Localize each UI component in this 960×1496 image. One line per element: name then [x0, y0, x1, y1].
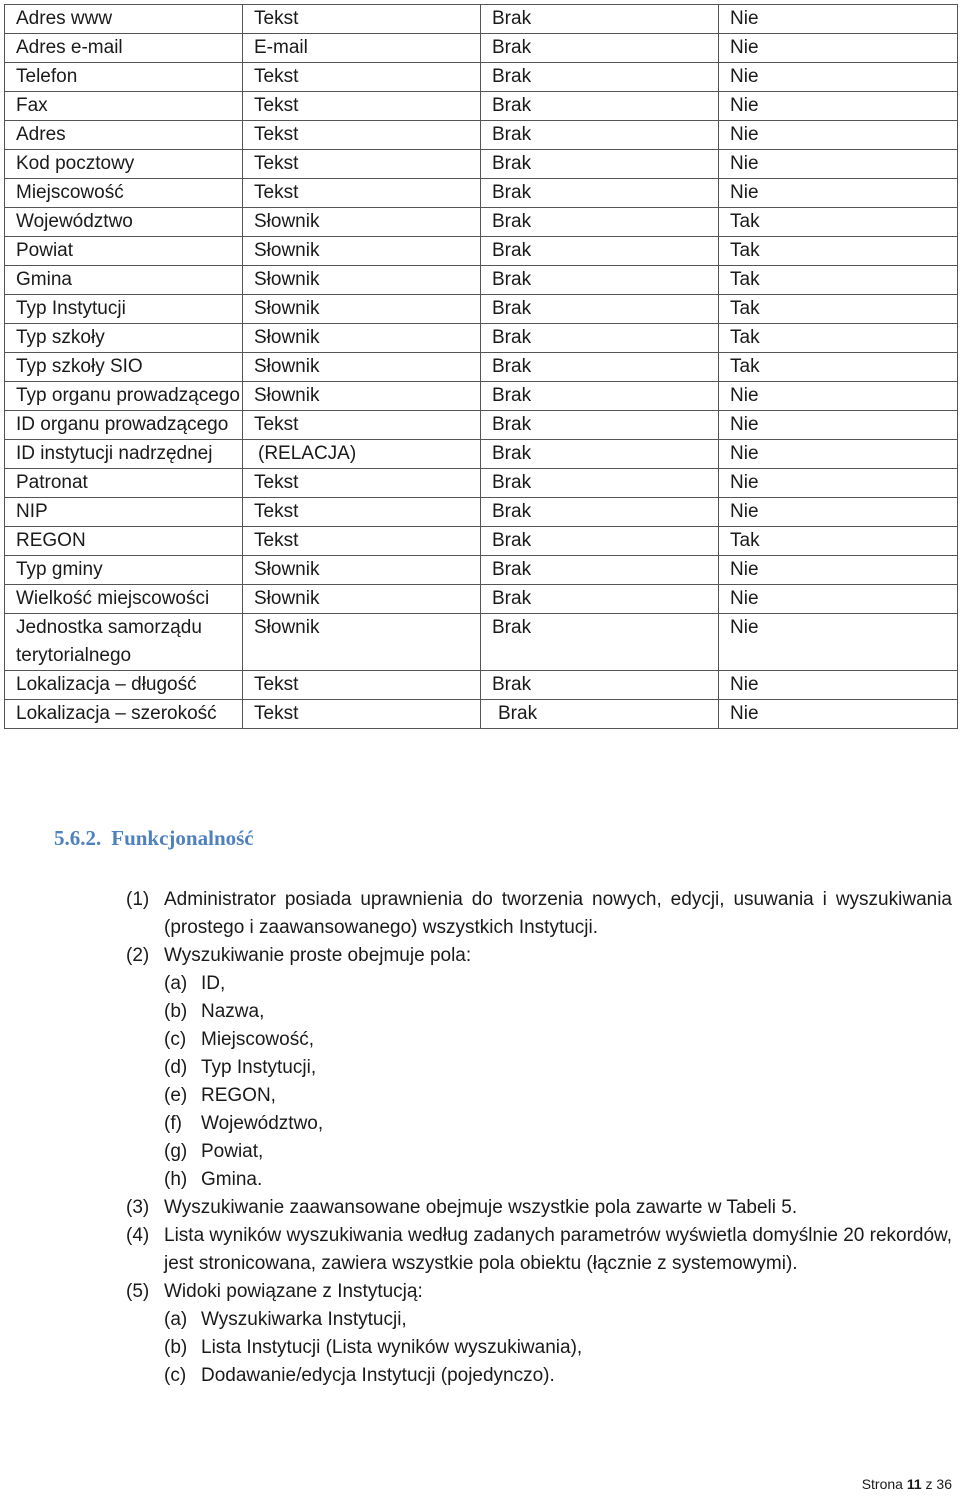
field-default-cell: Brak	[481, 208, 719, 237]
table-row	[5, 179, 958, 208]
list-item	[126, 1278, 952, 1306]
field-required-cell: Nie	[719, 63, 958, 92]
field-type-cell: Słownik	[243, 614, 481, 671]
field-type-cell: Słownik	[243, 324, 481, 353]
field-name-cell: Typ organu prowadzącego	[5, 382, 243, 411]
field-default-cell: Brak	[481, 469, 719, 498]
field-default-cell: Brak	[481, 382, 719, 411]
list-item-marker: (5)	[126, 1281, 150, 1302]
sub-list-item-text: Województwo,	[201, 1113, 324, 1134]
field-type-cell: Słownik	[243, 208, 481, 237]
sub-list-item-text: Wyszukiwarka Instytucji,	[201, 1309, 407, 1330]
sub-list-item	[164, 970, 952, 998]
requirements-list	[126, 886, 952, 1390]
table-row	[5, 295, 958, 324]
sub-list-item-text: Lista Instytucji (Lista wyników wyszukiwania),	[201, 1337, 583, 1358]
field-type-cell: (RELACJA)	[243, 440, 481, 469]
field-required-cell: Tak	[719, 527, 958, 556]
field-type-cell: Słownik	[243, 295, 481, 324]
field-default-cell: Brak	[481, 556, 719, 585]
sub-list-item-marker: (h)	[164, 1169, 188, 1190]
field-default-cell: Brak	[481, 179, 719, 208]
field-name-cell: Typ szkoły	[5, 324, 243, 353]
field-default-cell: Brak	[481, 671, 719, 700]
field-default-cell: Brak	[481, 5, 719, 34]
table-row	[5, 324, 958, 353]
field-default-cell: Brak	[481, 92, 719, 121]
sub-list-item-marker: (c)	[164, 1365, 187, 1386]
section-heading	[54, 826, 254, 851]
field-name-cell: Typ szkoły SIO	[5, 353, 243, 382]
field-required-cell: Nie	[719, 382, 958, 411]
footer-total-pages: 36	[936, 1476, 952, 1492]
table-row	[5, 121, 958, 150]
section-number: 5.6.2.	[54, 826, 102, 850]
sub-list-item-marker: (e)	[164, 1085, 188, 1106]
sub-list-item-text: Dodawanie/edycja Instytucji (pojedynczo).	[201, 1365, 555, 1386]
field-name-cell: REGON	[5, 527, 243, 556]
field-name-cell: Gmina	[5, 266, 243, 295]
field-type-cell: Słownik	[243, 353, 481, 382]
table-row	[5, 208, 958, 237]
page-footer	[862, 1476, 952, 1492]
sub-list-item	[164, 1026, 952, 1054]
table-row	[5, 614, 958, 671]
list-item-marker: (1)	[126, 889, 150, 910]
sub-list-item-marker: (a)	[164, 973, 188, 994]
list-item-marker: (4)	[126, 1225, 150, 1246]
table-row	[5, 237, 958, 266]
field-type-cell: Tekst	[243, 121, 481, 150]
field-name-cell: Powiat	[5, 237, 243, 266]
field-type-cell: Tekst	[243, 498, 481, 527]
field-type-cell: Słownik	[243, 556, 481, 585]
field-default-cell: Brak	[481, 266, 719, 295]
sub-list-item-marker: (a)	[164, 1309, 188, 1330]
field-default-cell: Brak	[481, 121, 719, 150]
table-row	[5, 527, 958, 556]
sub-list-item	[164, 1138, 952, 1166]
table-row	[5, 440, 958, 469]
table-row	[5, 150, 958, 179]
sub-list-item	[164, 1334, 952, 1362]
field-type-cell: Tekst	[243, 700, 481, 729]
sub-list-item	[164, 1110, 952, 1138]
table-row	[5, 556, 958, 585]
field-name-cell: Wielkość miejscowości	[5, 585, 243, 614]
field-default-cell: Brak	[481, 700, 719, 729]
field-name-cell: Typ Instytucji	[5, 295, 243, 324]
field-default-cell: Brak	[481, 353, 719, 382]
sub-list-item-marker: (f)	[164, 1113, 182, 1134]
table-row	[5, 498, 958, 527]
table-row	[5, 63, 958, 92]
table-row	[5, 266, 958, 295]
field-default-cell: Brak	[481, 150, 719, 179]
footer-separator: z	[925, 1476, 933, 1492]
field-type-cell: Słownik	[243, 382, 481, 411]
sub-list-item-text: ID,	[201, 973, 226, 994]
field-default-cell: Brak	[481, 498, 719, 527]
field-default-cell: Brak	[481, 237, 719, 266]
section-title: Funkcjonalność	[111, 826, 254, 850]
field-required-cell: Nie	[719, 700, 958, 729]
field-name-cell: Patronat	[5, 469, 243, 498]
table-row	[5, 469, 958, 498]
table-row	[5, 585, 958, 614]
field-required-cell: Nie	[719, 92, 958, 121]
field-type-cell: Tekst	[243, 92, 481, 121]
sub-list-item-marker: (b)	[164, 1337, 188, 1358]
sub-list-item-marker: (b)	[164, 1001, 188, 1022]
field-name-cell: Miejscowość	[5, 179, 243, 208]
field-type-cell: Tekst	[243, 179, 481, 208]
table-row	[5, 411, 958, 440]
field-required-cell: Tak	[719, 208, 958, 237]
field-default-cell: Brak	[481, 295, 719, 324]
field-required-cell: Nie	[719, 411, 958, 440]
field-type-cell: Tekst	[243, 671, 481, 700]
table-row	[5, 34, 958, 63]
sub-list-item-text: Powiat,	[201, 1141, 264, 1162]
sub-list-item-text: Miejscowość,	[201, 1029, 314, 1050]
sub-list-item-text: REGON,	[201, 1085, 276, 1106]
field-default-cell: Brak	[481, 440, 719, 469]
field-required-cell: Tak	[719, 353, 958, 382]
field-name-cell: Lokalizacja – szerokość	[5, 700, 243, 729]
field-default-cell: Brak	[481, 614, 719, 671]
field-required-cell: Nie	[719, 585, 958, 614]
field-required-cell: Nie	[719, 121, 958, 150]
field-name-cell: NIP	[5, 498, 243, 527]
table-row	[5, 5, 958, 34]
field-required-cell: Nie	[719, 179, 958, 208]
field-required-cell: Nie	[719, 150, 958, 179]
sub-list-item-marker: (g)	[164, 1141, 188, 1162]
field-type-cell: Tekst	[243, 411, 481, 440]
field-name-cell: Województwo	[5, 208, 243, 237]
table-row	[5, 671, 958, 700]
field-name-cell: ID instytucji nadrzędnej	[5, 440, 243, 469]
field-name-cell: ID organu prowadzącego	[5, 411, 243, 440]
field-type-cell: E-mail	[243, 34, 481, 63]
sub-list-item	[164, 1082, 952, 1110]
field-default-cell: Brak	[481, 63, 719, 92]
field-type-cell: Tekst	[243, 150, 481, 179]
field-name-cell: Adres	[5, 121, 243, 150]
field-required-cell: Tak	[719, 237, 958, 266]
sub-list-item	[164, 998, 952, 1026]
field-type-cell: Tekst	[243, 527, 481, 556]
field-required-cell: Nie	[719, 556, 958, 585]
list-item	[126, 886, 952, 942]
field-required-cell: Tak	[719, 324, 958, 353]
field-name-cell: Fax	[5, 92, 243, 121]
list-item-text: Widoki powiązane z Instytucją:	[164, 1281, 423, 1302]
field-type-cell: Tekst	[243, 5, 481, 34]
list-item-text: Lista wyników wyszukiwania według zadanych parametrów wyświetla domyślnie 20 rekordów, jest stronicowana, zawiera wszystkie pola obiektu (łącznie z systemowymi).	[164, 1225, 952, 1274]
field-required-cell: Nie	[719, 34, 958, 63]
field-type-cell: Słownik	[243, 266, 481, 295]
list-item-text: Wyszukiwanie zaawansowane obejmuje wszystkie pola zawarte w Tabeli 5.	[164, 1197, 798, 1218]
field-required-cell: Nie	[719, 5, 958, 34]
field-default-cell: Brak	[481, 324, 719, 353]
field-required-cell: Tak	[719, 266, 958, 295]
field-name-cell: Adres e-mail	[5, 34, 243, 63]
field-required-cell: Nie	[719, 469, 958, 498]
sub-list-item	[164, 1166, 952, 1194]
field-type-cell: Słownik	[243, 585, 481, 614]
field-required-cell: Nie	[719, 440, 958, 469]
list-item-text: Wyszukiwanie proste obejmuje pola:	[164, 945, 472, 966]
table-row	[5, 92, 958, 121]
field-type-cell: Tekst	[243, 469, 481, 498]
field-required-cell: Nie	[719, 498, 958, 527]
field-default-cell: Brak	[481, 585, 719, 614]
field-name-cell: Adres www	[5, 5, 243, 34]
field-name-cell: Jednostka samorządu terytorialnego	[5, 614, 243, 671]
table-row	[5, 382, 958, 411]
list-item	[126, 942, 952, 970]
field-name-cell: Kod pocztowy	[5, 150, 243, 179]
sub-list-item-marker: (c)	[164, 1029, 187, 1050]
field-required-cell: Nie	[719, 614, 958, 671]
field-type-cell: Tekst	[243, 63, 481, 92]
sub-list-item	[164, 1306, 952, 1334]
footer-page-number: 11	[906, 1476, 922, 1492]
field-default-cell: Brak	[481, 411, 719, 440]
list-item-marker: (3)	[126, 1197, 150, 1218]
field-required-cell: Tak	[719, 295, 958, 324]
field-name-cell: Typ gminy	[5, 556, 243, 585]
fields-table	[4, 4, 958, 729]
sub-list-item-marker: (d)	[164, 1057, 188, 1078]
field-required-cell: Nie	[719, 671, 958, 700]
list-item-marker: (2)	[126, 945, 150, 966]
sub-list-item	[164, 1054, 952, 1082]
table-row	[5, 700, 958, 729]
field-type-cell: Słownik	[243, 237, 481, 266]
list-item	[126, 1194, 952, 1222]
list-item-text: Administrator posiada uprawnienia do tworzenia nowych, edycji, usuwania i wyszukiwania (prostego i zaawansowanego) wszystkich Instytucji.	[164, 889, 952, 938]
field-name-cell: Lokalizacja – długość	[5, 671, 243, 700]
field-default-cell: Brak	[481, 527, 719, 556]
fields-table-body	[5, 5, 958, 729]
sub-list-item	[164, 1362, 952, 1390]
list-item	[126, 1222, 952, 1278]
field-name-cell: Telefon	[5, 63, 243, 92]
table-row	[5, 353, 958, 382]
field-default-cell: Brak	[481, 34, 719, 63]
sub-list-item-text: Nazwa,	[201, 1001, 265, 1022]
sub-list-item-text: Gmina.	[201, 1169, 263, 1190]
sub-list-item-text: Typ Instytucji,	[201, 1057, 317, 1078]
footer-prefix: Strona	[861, 1476, 903, 1492]
